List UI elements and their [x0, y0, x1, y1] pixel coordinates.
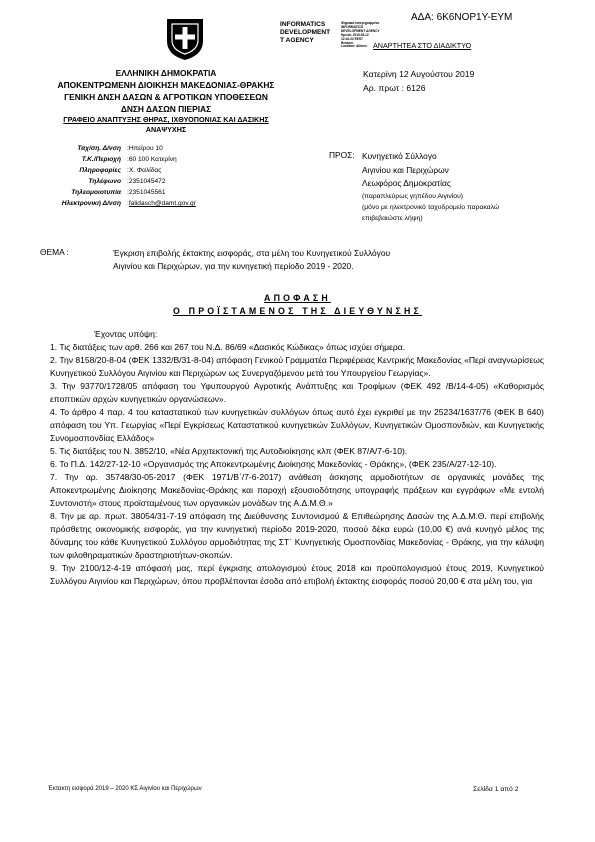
consideration-item: 2. Την 8158/20-8-04 (ΦΕΚ 1332/Β/31-8-04) απόφαση Γενικού Γραμματέα Περιφέρειας Κεντρικής Μακεδονίας «Περί αναγνωρίσεως Κυνηγετικού Συλλόγου Αιγινίου και Περιχώρων ως Συνεργαζόμενου μετά του Υπουργείου Γεωργίας». [50, 355, 544, 378]
greek-emblem-icon [164, 17, 206, 61]
signature-detail-line: 12:44:22 EEST [341, 36, 363, 41]
considering-intro: Έχοντας υπόψη: [94, 329, 158, 339]
org-line: ΓΕΝΙΚΗ ΔΝΣΗ ΔΑΣΩΝ & ΑΓΡΟΤΙΚΩΝ ΥΠΟΘΕΣΕΩΝ [64, 92, 268, 102]
signature-detail-line: DEVELOPMENT AGENCY [341, 28, 380, 33]
recipient-note: (παραπλεύρως γηπέδου Αιγινίου) [362, 192, 464, 200]
decision-title-sub: Ο ΠΡΟΪΣΤΑΜΕΝΟΣ ΤΗΣ ΔΙΕΥΘΥΝΣΗΣ [172, 306, 423, 316]
contact-value: Χ. Φαλίδας [128, 167, 162, 174]
recipient-line: Αιγινίου και Περιχώρων [362, 164, 449, 175]
recipient-block [362, 150, 499, 224]
contact-value: 2351045561 [128, 189, 166, 196]
consideration-item: 7. Την αρ. 35748/30-05-2017 (ΦΕΚ 1971/Β΄/7-6-2017) ανάθεση άσκησης αρμοδιοτήτων σε οργανικές μονάδες της Αποκεντρωμένης Διοίκησης Μακεδονίας-Θράκης και παροχή εξουσιοδότησης υπογραφής πράξεων και εγγράφων «Με εντολή Συντονιστή» στους προϊσταμένους των οργανικών μονάδων της Α.Δ.Μ.Θ.» [50, 472, 544, 508]
decision-body [50, 328, 544, 588]
consideration-item: 4. Το άρθρο 4 παρ. 4 του καταστατικού των κυνηγετικών συλλόγων όπως αυτό έχει εγκριθεί με την 25234/1637/76 (ΦΕΚ Β 640) απόφαση του Υπ. Γεωργίας «Περί Εγκρίσεως Καταστατικού κυνηγετικών Συλλόγων, Κυνηγετικών Ομοσπονδιών, και Κυνηγετικής Συνομοσπονδίας Ελλάδος» [50, 407, 544, 443]
protocol-number: Αρ. πρωτ : 6126 [363, 83, 426, 93]
contact-label: Πληροφορίες [79, 167, 121, 174]
consideration-item: 1. Τις διατάξεις των αρθ. 266 και 267 του Ν.Δ. 86/69 «Δασικός Κώδικας» όπως ισχύει σήμερα. [50, 342, 406, 352]
consideration-item: 5. Τις διατάξεις του Ν. 3852/10, «Νέα Αρχιτεκτονική της Αυτοδιοίκησης κλπ (ΦΕΚ 87/Α/7-6-10). [50, 446, 408, 456]
contact-value: 2351045472 [128, 178, 166, 185]
contact-row: Ηλεκτρονική Δ/νση :falidasch@damt.gov.gr [33, 198, 196, 209]
signature-line: INFORMATICS [280, 21, 326, 28]
signature-line: DEVELOPMENT [280, 29, 331, 36]
consideration-item: 3. Την 93770/1728/05 απόφαση του Υφυπουργού Αγροτικής Ανάπτυξης και Τροφίμων (ΦΕΚ 492 /Β/14-4-05) «Καθορισμός εποπτικών αρχών κυνηγετικών οργανώσεων». [50, 381, 544, 404]
contact-row: Τ.Κ./Περιοχή :60 100 Κατερίνη [33, 154, 196, 165]
contact-value: Ηπείρου 10 [128, 145, 163, 152]
org-line: ΔΝΣΗ ΔΑΣΩΝ ΠΙΕΡΙΑΣ [120, 104, 212, 114]
signature-detail-line: INFORMATICS [341, 24, 363, 29]
contact-row: Ταχ/ση. Δ/νση :Ηπείρου 10 [33, 143, 196, 154]
page-number: Σελίδα 1 από 2 [473, 786, 519, 793]
posting-note: ΑΝΑΡΤΗΤΕΑ ΣΤΟ ΔΙΑΔΙΚΤΥΟ [373, 41, 472, 50]
consideration-item: 8. Την με αρ. πρωτ. 38054/31-7-19 απόφαση της Διεύθυνσης Συντονισμού & Επιθεώρησης Δασών της Α.Δ.Μ.Θ. περί επιβολής πρόσθετης οικονομικής εισφοράς, για την κυνηγετική περίοδο 2019-2020, ποσού δέκα ευρώ (10,00 €) ανά κυνηγό μέλος της δύναμης του κάθε Κυνηγετικού Συλλόγου αρμοδιότητας της ΣΤ΄ Κυνηγετικής Ομοσπονδίας Μακεδονίας - Θράκης, για την κάλυψη των φιλοθηραματικών δραστηριοτήτων-σκοπών. [50, 511, 544, 560]
contact-row: Τηλεομοιοτυπία :2351045561 [33, 187, 196, 198]
recipient-line: Λεωφόρος Δημοκρατίας [362, 178, 451, 188]
date-block [363, 67, 474, 95]
signature-detail-line: Ημ/νία: 2019.08.12 [341, 32, 369, 37]
recipient-label: ΠΡΟΣ: [329, 150, 355, 160]
decision-title [75, 292, 520, 318]
contact-value: 60 100 Κατερίνη [128, 156, 177, 163]
contact-row: Τηλέφωνο :2351045472 [33, 176, 196, 187]
signature-detail-line: Ψηφιακά υπογεγραμμένο [341, 21, 380, 25]
document-date: Κατερίνη 12 Αυγούστου 2019 [363, 69, 475, 79]
contact-label: Ταχ/ση. Δ/νση [77, 145, 121, 152]
contact-label: Ηλεκτρονική Δ/νση [61, 200, 121, 207]
subject-text [113, 247, 390, 273]
contact-label: Τηλέφωνο [88, 178, 121, 185]
contact-row: Πληροφορίες :Χ. Φαλίδας [33, 165, 196, 176]
subject-line: Έγκριση επιβολής έκτακτης εισφοράς, στα μέλη του Κυνηγετικού Συλλόγου [113, 248, 391, 258]
footer-title: Έκτακτη εισφορά 2019 – 2020 ΚΣ Αιγινίου και Περιχώρων [48, 786, 202, 792]
decision-title-main: ΑΠΟΦΑΣΗ [264, 293, 331, 303]
consideration-item: 6. Το Π.Δ. 142/27-12-10 «Οργανισμός της Αποκεντρωμένης Διοίκησης Μακεδονίας - Θράκης», (ΦΕΚ 235/Α/27-12-10). [50, 459, 497, 469]
contact-label: Τηλεομοιοτυπία [71, 189, 121, 196]
signature-detail-line: Location: Athens [341, 44, 367, 49]
signature-block [280, 21, 330, 45]
org-line: ΕΛΛΗΝΙΚΗ ΔΗΜΟΚΡΑΤΙΑ [115, 68, 217, 78]
subject-label: ΘΕΜΑ : [40, 247, 69, 257]
subject-line: Αιγινίου και Περιχώρων, για την κυνηγετική περίοδο 2019 - 2020. [113, 261, 354, 271]
org-line: ΑΠΟΚΕΝΤΡΩΜΕΝΗ ΔΙΟΙΚΗΣΗ ΜΑΚΕΔΟΝΙΑΣ-ΘΡΑΚΗΣ [57, 80, 275, 90]
signature-detail-line: Reason: [341, 40, 354, 45]
signature-line: T AGENCY [280, 37, 314, 44]
org-office-line: ΓΡΑΦΕΙΟ ΑΝΑΠΤΥΞΗΣ ΘΗΡΑΣ, ΙΧΘΥΟΠΟΝΙΑΣ ΚΑΙ ΔΑΣΙΚΗΣ [63, 115, 269, 124]
recipient-line: Κυνηγετικό Σύλλογο [362, 151, 437, 161]
email-link[interactable]: falidasch@damt.gov.gr [128, 200, 196, 207]
recipient-note: επιβεβαιώστε λήψη) [362, 214, 423, 222]
consideration-item: 9. Την 2100/12-4-19 απόφασή μας, περί έγκρισης απολογισμού έτους 2018 και προϋπολογισμού έτους 2019, Κυνηγετικού Συλλόγου Αιγινίου και Περιχώρων, όπου προβλέπονται έσοδα από επιβολή έκτακτης εισφοράς ποσού 20,00 € στα μέλη του, για [50, 563, 544, 586]
org-office-line: ΑΝΑΨΥΧΗΣ [145, 125, 187, 134]
organization-header [28, 67, 304, 135]
contact-info [33, 143, 196, 209]
contact-label: Τ.Κ./Περιοχή [81, 156, 121, 163]
ada-code: ΑΔΑ: 6Κ6ΝΟΡ1Υ-ΕΥΜ [411, 12, 513, 23]
recipient-note: (μόνο με ηλεκτρονικό ταχυδρομείο παρακαλώ [362, 203, 500, 211]
